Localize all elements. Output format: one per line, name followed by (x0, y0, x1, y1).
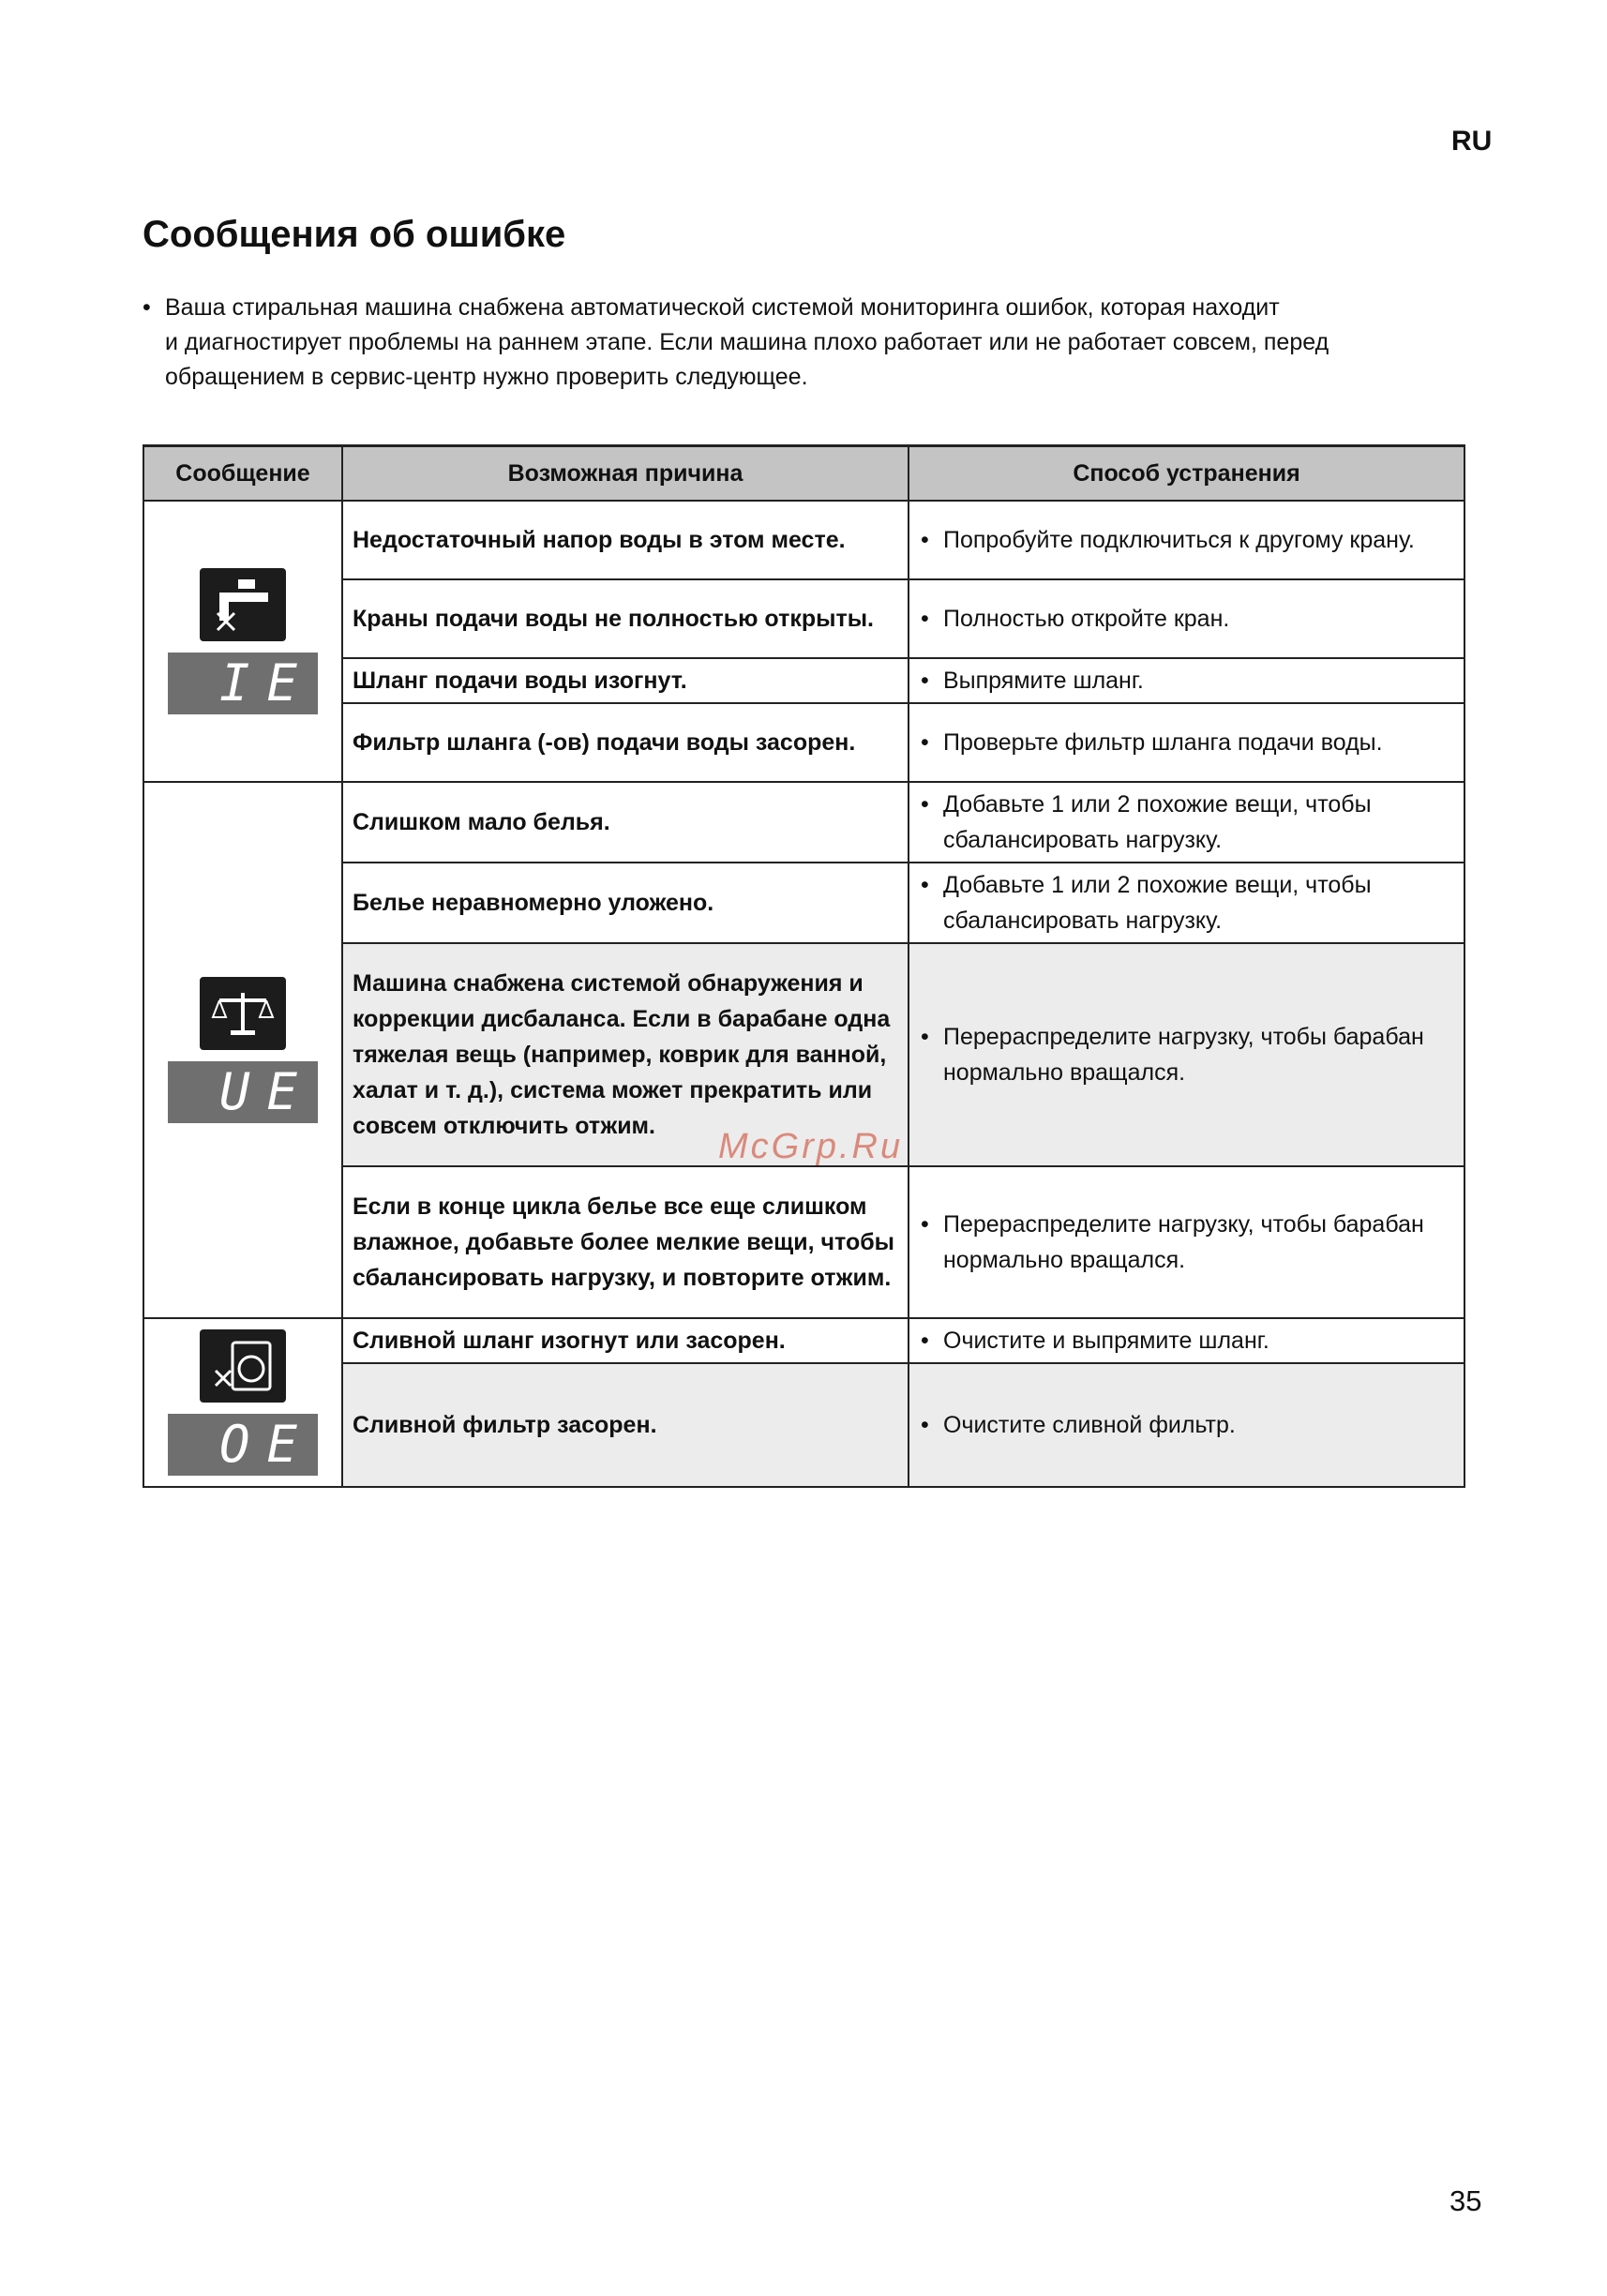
header-message: Сообщение (143, 446, 342, 502)
watermark: McGrp.Ru (718, 1127, 904, 1166)
water-tap-icon (200, 568, 286, 641)
remedy-cell: • Перераспределите нагрузку, чтобы барабан нормально вращался. (909, 943, 1464, 1166)
remedy-cell: • Очистите и выпрямите шланг. (909, 1318, 1464, 1363)
header-remedy: Способ устранения (909, 446, 1464, 502)
table-row (143, 1166, 1464, 1318)
cause-cell: Слишком мало белья. (342, 782, 909, 863)
intro-line: обращением в сервис-центр нужно проверить следующее. (165, 364, 808, 390)
cause-cell: Шланг подачи воды изогнут. (342, 658, 909, 703)
remedy-cell: • Перераспределите нагрузку, чтобы барабан нормально вращался. (909, 1166, 1464, 1318)
cause-cell: Недостаточный напор воды в этом месте. (342, 501, 909, 579)
remedy-cell: • Полностью откройте кран. (909, 579, 1464, 658)
bullet-icon: • (143, 294, 151, 321)
cause-cell: Если в конце цикла белье все еще слишком влажное, добавьте более мелкие вещи, чтобы сбалансировать нагрузку, и повторите отжим. (342, 1166, 909, 1318)
cause-cell: Белье неравномерно уложено. (342, 863, 909, 943)
error-code-display: IE (168, 653, 318, 714)
table-row (143, 1363, 1464, 1487)
cause-cell: Фильтр шланга (-ов) подачи воды засорен. (342, 703, 909, 782)
error-message-oe (143, 1318, 342, 1487)
error-code-display: UE (168, 1061, 318, 1123)
cause-cell: Машина снабжена системой обнаружения и коррекции дисбаланса. Если в барабане одна тяжелая вещь (например, коврик для ванной, халат и т. д.), система может прекратить или совсем отключить отжим. (342, 943, 909, 1166)
language-label: RU (1451, 126, 1493, 157)
header-cause: Возможная причина (342, 446, 909, 502)
table-row (143, 658, 1464, 703)
error-message-ue (143, 782, 342, 1318)
intro-line: Ваша стиральная машина снабжена автоматической системой мониторинга ошибок, которая находит (165, 294, 1280, 321)
error-table (143, 444, 1465, 1488)
remedy-cell: • Попробуйте подключиться к другому крану. (909, 501, 1464, 579)
table-row (143, 579, 1464, 658)
cause-cell: Сливной шланг изогнут или засорен. (342, 1318, 909, 1363)
cause-cell: Краны подачи воды не полностью открыты. (342, 579, 909, 658)
page-number: 35 (1449, 2184, 1482, 2217)
table-row (143, 703, 1464, 782)
table-row (143, 1318, 1464, 1363)
balance-scale-icon (200, 977, 286, 1050)
remedy-cell: • Выпрямите шланг. (909, 658, 1464, 703)
table-row (143, 863, 1464, 943)
cause-cell: Сливной фильтр засорен. (342, 1363, 909, 1487)
table-row (143, 501, 1464, 579)
washer-drain-icon (200, 1329, 286, 1403)
table-header-row (143, 446, 1464, 502)
remedy-cell: • Добавьте 1 или 2 похожие вещи, чтобы сбалансировать нагрузку. (909, 782, 1464, 863)
intro-line: и диагностирует проблемы на раннем этапе. Если машина плохо работает или не работает совсем, перед (165, 329, 1329, 355)
intro-paragraph (143, 291, 1474, 395)
table-row (143, 782, 1464, 863)
error-code-display: OE (168, 1414, 318, 1476)
remedy-cell: • Проверьте фильтр шланга подачи воды. (909, 703, 1464, 782)
remedy-cell: • Добавьте 1 или 2 похожие вещи, чтобы сбалансировать нагрузку. (909, 863, 1464, 943)
remedy-cell: • Очистите сливной фильтр. (909, 1363, 1464, 1487)
error-message-ie (143, 501, 342, 782)
page-title: Сообщения об ошибке (143, 214, 566, 255)
